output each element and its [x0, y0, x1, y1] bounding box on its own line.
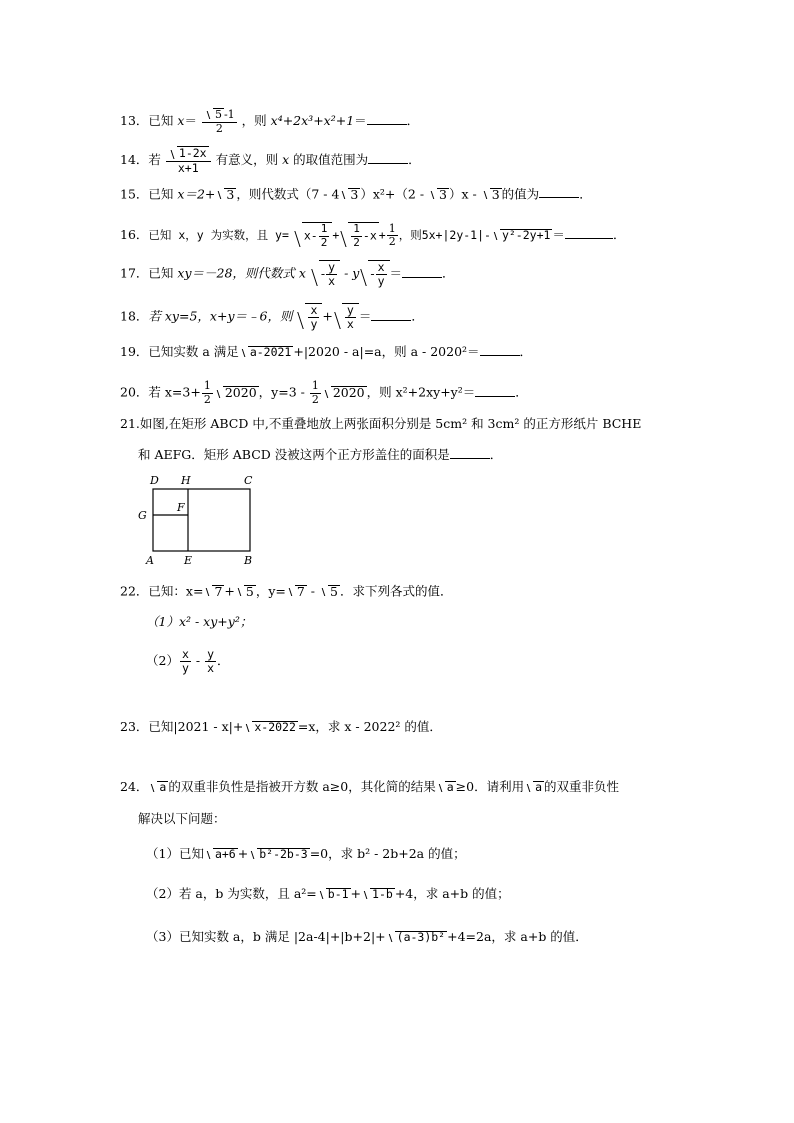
- question-14: 14．若 $\frac{1-2x}{x+1}$ 有意义，则 x 的取值范围为 ．: [120, 146, 421, 175]
- label-F: F: [177, 501, 185, 514]
- label-H: H: [181, 474, 191, 487]
- question-18: 18．若 xy=5，x+y＝﹣6，则 $\frac{x}{y}$ + $\frac{y}{x}$ ＝ ．: [120, 303, 424, 332]
- question-24-part3: （3）已知实数 a，b 满足 |2a-4|+|b+2|+ (a-3)b² +4=2a，求 a+b 的值．: [146, 929, 588, 945]
- answer-blank: [368, 161, 408, 164]
- question-16: 16．已知 x，y 为实数，且 y= x- $\frac{1}{2}$ + $\frac{1}{2}$ -x + $\frac{1}{2}$ ，则5x+|2y-1|- y²-2y+1 ＝ ．: [120, 221, 626, 249]
- answer-blank: [480, 353, 520, 356]
- question-24-part2: （2）若 a，b 为实数，且 a²= b-1 + 1-b +4，求 a+b 的值；: [146, 886, 510, 902]
- answer-blank: [565, 236, 613, 239]
- question-17: 17．已知 xy＝－28，则代数式 x - $\frac{y}{x}$ - y - $\frac{x}{y}$ ＝ ．: [120, 260, 455, 289]
- question-21-line1: 21.如图,在矩形 ABCD 中,不重叠地放上两张面积分别是 5cm² 和 3cm² 的正方形纸片 BCHE: [120, 416, 642, 431]
- rectangle-figure: [134, 472, 274, 572]
- answer-blank: [539, 195, 579, 198]
- question-13: 13．已知 x＝ $\frac{5 -1}{2}$ ，则 x⁴+2x³+x²+1＝ ．: [120, 107, 420, 135]
- question-23: 23．已知|2021 - x|+ x-2022 =x，求 x - 2022² 的值．: [120, 719, 442, 735]
- question-22-part2: （2） $\frac{x}{y}$ - $\frac{y}{x}$ ．: [146, 647, 230, 676]
- question-24: 24． a 的双重非负性是指被开方数 a≥0，其化简的结果 a ≥0．请利用 a 的双重非负性: [120, 779, 620, 795]
- label-B: B: [244, 554, 253, 567]
- fraction: $\frac{5 -1}{2}$: [202, 108, 237, 135]
- question-22-part1: （1）x² - xy+y²；: [146, 614, 253, 629]
- answer-blank: [367, 122, 407, 125]
- answer-blank: [450, 456, 490, 459]
- question-19: 19．已知实数 a 满足 a-2021 +|2020 - a|=a，则 a - 2020²＝ ．: [120, 344, 533, 360]
- question-20: 20．若 x=3+ $\frac{1}{2}$ 2020 ，y=3 - $\frac{1}{2}$ 2020 ，则 x²+2xy+y²＝ ．: [120, 379, 528, 406]
- question-21-line2: 和 AEFG．矩形 ABCD 没被这两个正方形盖住的面积是 ．: [138, 447, 503, 462]
- label-C: C: [244, 474, 253, 487]
- fraction: $\frac{1-2x}{x+1}$: [166, 146, 211, 175]
- question-24-part1: （1）已知 a+6 + b²-2b-3 =0，求 b² - 2b+2a 的值；: [146, 846, 466, 862]
- label-E: E: [184, 554, 193, 567]
- label-D: D: [150, 474, 159, 487]
- question-15: 15．已知 x＝2+ 3 ，则代数式（7 - 4 3 ）x²+（2 - 3 ）x - 3 的值为 ．: [120, 186, 592, 202]
- label-A: A: [146, 554, 154, 567]
- answer-blank: [475, 394, 515, 397]
- label-G: G: [138, 509, 147, 522]
- answer-blank: [402, 275, 442, 278]
- question-22: 22．已知：x= 7 + 5 ，y= 7 - 5 ．求下列各式的值．: [120, 583, 453, 599]
- question-24-line2: 解决以下问题：: [138, 811, 226, 826]
- answer-blank: [371, 318, 411, 321]
